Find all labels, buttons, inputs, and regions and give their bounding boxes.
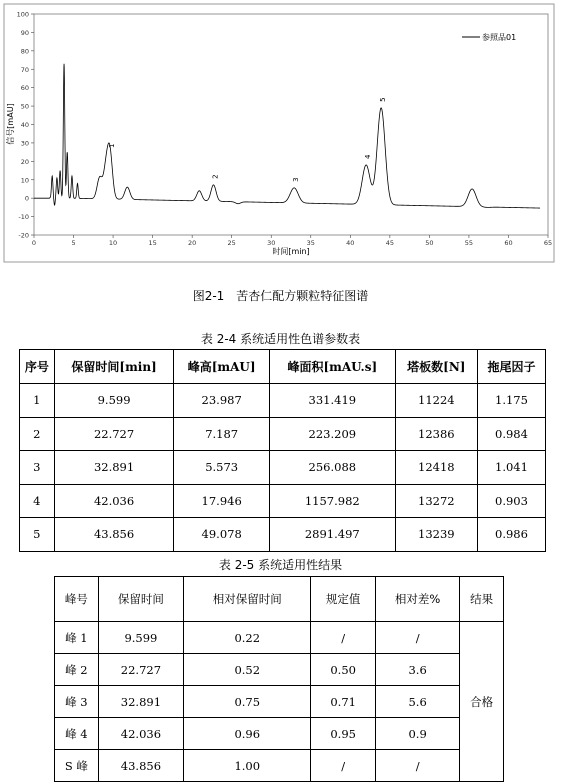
x-tick-label: 15 [148,239,157,247]
y-tick-label: -20 [18,231,29,240]
x-tick-label: 40 [346,239,355,247]
table-cell: 0.52 [184,654,311,686]
col-header: 峰面积[mAU.s] [269,350,395,384]
table-cell: 42.036 [54,484,174,518]
table-row [55,622,504,654]
table-cell: 32.891 [54,451,174,485]
table-cell: S 峰 [55,750,99,782]
y-tick-label: 70 [20,65,29,74]
x-tick-label: 30 [267,239,276,247]
peak-label: 5 [379,97,388,102]
table-row [20,451,546,485]
table-cell: 5.6 [375,686,459,718]
x-tick-label: 60 [504,239,513,247]
col-header: 保留时间 [98,577,183,622]
table-cell: 12418 [395,451,477,485]
table-cell: 峰 3 [55,686,99,718]
table-cell: 峰 1 [55,622,99,654]
y-tick-label: 60 [20,84,29,93]
table-row [20,384,546,418]
y-axis-label: 信号[mAU] [6,103,15,145]
table-cell: 2891.497 [269,518,395,552]
table-header-row [20,350,546,384]
y-tick-label: -10 [18,213,29,222]
x-tick-label: 10 [108,239,118,247]
table-cell: 43.856 [98,750,183,782]
y-tick-label: 80 [20,47,29,56]
table-row [20,417,546,451]
table-cell: 0.903 [477,484,545,518]
chromatogram-figure [0,0,561,270]
table-cell: / [375,622,459,654]
table-row [20,484,546,518]
y-tick-label: 40 [20,121,29,129]
legend-label: 参照品01 [482,33,517,42]
col-header: 峰号 [55,577,99,622]
peak-label: 1 [107,143,116,148]
table-cell: 13239 [395,518,477,552]
table-cell: / [311,622,376,654]
y-tick-label: 10 [20,176,29,185]
col-header: 相对保留时间 [184,577,311,622]
col-header: 规定值 [311,577,376,622]
table-cell: 7.187 [174,417,269,451]
x-tick-label: 20 [188,239,197,247]
y-tick-label: 90 [20,28,29,37]
table-2-5-caption: 表 2-5 系统适用性结果 [218,558,343,572]
col-header: 结果 [460,577,504,622]
table-cell: 0.986 [477,518,545,552]
y-tick-label: 0 [24,194,29,203]
table-cell: 5 [20,518,55,552]
chromatogram-svg [0,0,561,270]
x-tick-label: 50 [425,239,434,247]
x-tick-label: 0 [31,239,37,247]
col-header: 塔板数[N] [395,350,477,384]
table-cell: 3.6 [375,654,459,686]
x-tick-label: 45 [385,239,394,247]
table-cell: 4 [20,484,55,518]
table-cell: / [311,750,376,782]
table-cell: 0.75 [184,686,311,718]
x-tick-label: 5 [71,239,76,247]
table-cell: 0.9 [375,718,459,750]
table-cell: 9.599 [54,384,174,418]
table-cell: 49.078 [174,518,269,552]
col-header: 序号 [20,350,55,384]
col-header: 相对差% [375,577,459,622]
table-cell: / [375,750,459,782]
col-header: 峰高[mAU] [174,350,269,384]
x-axis-label: 时间[min] [272,247,310,256]
y-tick-label: 100 [16,10,29,19]
table-cell: 0.50 [311,654,376,686]
table-cell: 1.00 [184,750,311,782]
table-cell: 223.209 [269,417,395,451]
table-row [55,718,504,750]
chromatographic-parameters-table [19,349,546,552]
table-2-4-caption: 表 2-4 系统适用性色谱参数表 [200,332,361,346]
system-suitability-results-table [54,576,504,782]
table-cell: 0.984 [477,417,545,451]
col-header: 拖尾因子 [477,350,545,384]
x-tick-label: 65 [543,239,553,247]
table-cell: 11224 [395,384,477,418]
table-header-row [55,577,504,622]
table-cell: 9.599 [98,622,183,654]
table-cell: 5.573 [174,451,269,485]
table-cell: 1.175 [477,384,545,418]
table-cell: 12386 [395,417,477,451]
table-row [55,750,504,782]
table-cell: 43.856 [54,518,174,552]
y-tick-label: 30 [20,139,29,148]
x-tick-label: 25 [227,239,236,247]
peak-label: 3 [292,177,301,182]
table-cell: 32.891 [98,686,183,718]
table-cell: 2 [20,417,55,451]
result-cell: 合格 [460,622,504,782]
table-cell: 0.95 [311,718,376,750]
table-cell: 13272 [395,484,477,518]
col-header: 保留时间[min] [54,350,174,384]
table-cell: 0.22 [184,622,311,654]
x-tick-label: 55 [464,239,474,247]
peak-label: 2 [211,174,220,179]
table-cell: 3 [20,451,55,485]
table-cell: 0.71 [311,686,376,718]
table-cell: 23.987 [174,384,269,418]
table-cell: 1157.982 [269,484,395,518]
table-row [55,686,504,718]
figure-caption: 图2-1 苦杏仁配方颗粒特征图谱 [192,289,369,303]
table-cell: 峰 4 [55,718,99,750]
x-tick-label: 35 [306,239,315,247]
table-cell: 331.419 [269,384,395,418]
table-cell: 0.96 [184,718,311,750]
table-cell: 42.036 [98,718,183,750]
table-cell: 1 [20,384,55,418]
table-cell: 22.727 [98,654,183,686]
table-row [20,518,546,552]
table-cell: 1.041 [477,451,545,485]
table-row [55,654,504,686]
y-tick-label: 50 [20,102,29,111]
figure-frame [4,4,554,262]
peak-label: 4 [364,154,373,160]
table-cell: 22.727 [54,417,174,451]
y-tick-label: 20 [20,157,29,166]
table-cell: 峰 2 [55,654,99,686]
table-cell: 256.088 [269,451,395,485]
table-cell: 17.946 [174,484,269,518]
